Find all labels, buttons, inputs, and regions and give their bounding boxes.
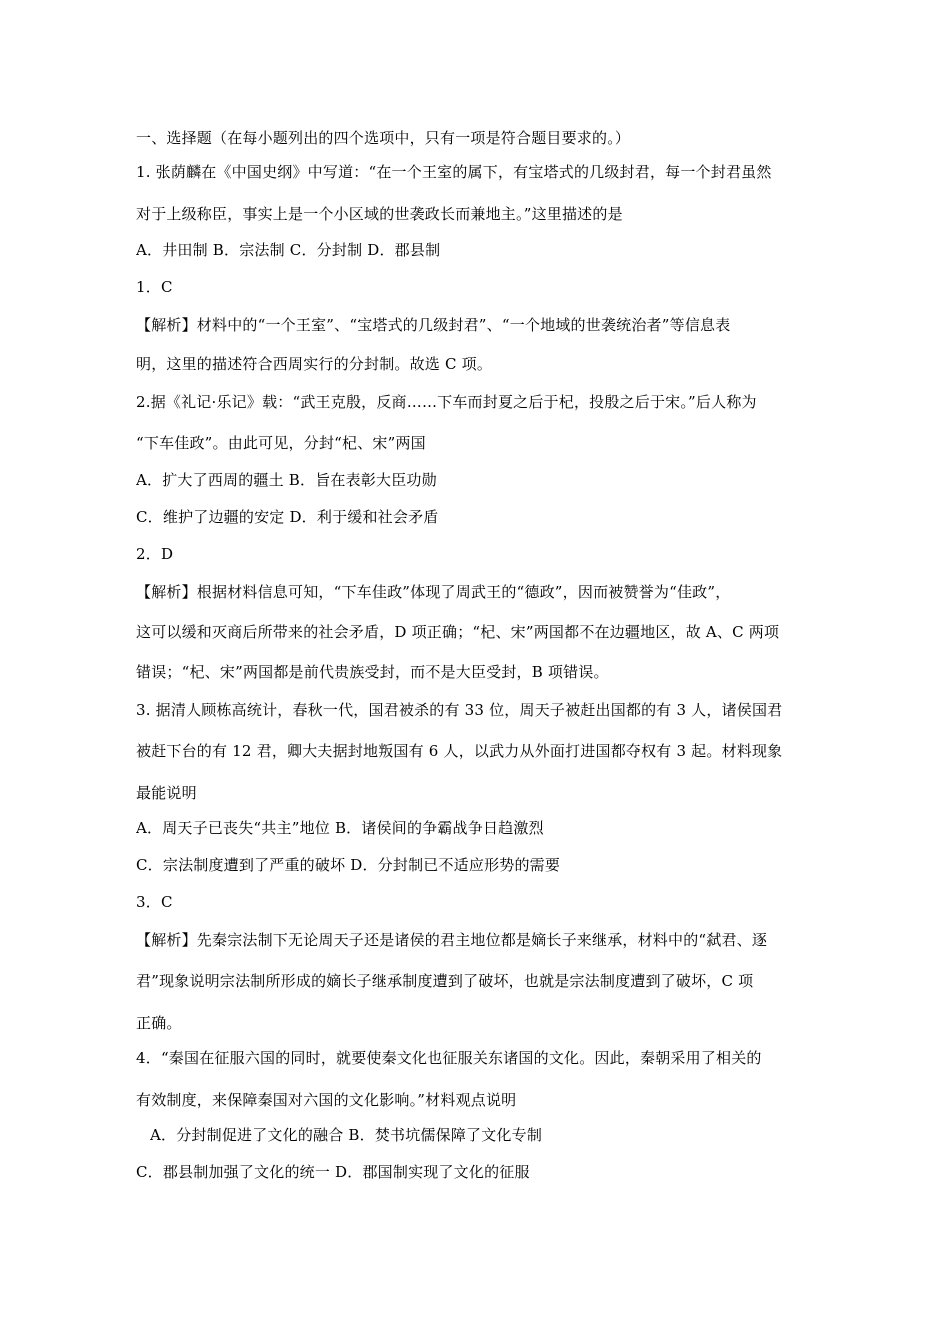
question-2-analysis-line-1: 【解析】根据材料信息可知，“下车佳政”体现了周武王的“德政”，因而被赞誉为“佳政”， <box>136 583 731 601</box>
question-2-stem-line-1: 2.据《礼记·乐记》载：“武王克殷，反商……下车而封夏之后于杞，投殷之后于宋。”后人称为 <box>136 393 757 411</box>
question-3-analysis-line-3: 正确。 <box>136 1014 182 1032</box>
question-4-stem-line-2: 有效制度，来保障秦国对六国的文化影响。”材料观点说明 <box>136 1091 517 1109</box>
question-4-stem-line-1: 4．“秦国在征服六国的同时，就要使秦文化也征服关东诸国的文化。因此，秦朝采用了相关的 <box>136 1049 762 1067</box>
question-1-stem-line-2: 对于上级称臣，事实上是一个小区域的世袭政长而兼地主。”这里描述的是 <box>136 205 623 223</box>
question-3-option-line-2: C．宗法制度遭到了严重的破坏 D．分封制已不适应形势的需要 <box>136 856 561 874</box>
question-4-option-line-1: A．分封制促进了文化的融合 B．焚书坑儒保障了文化专制 <box>150 1126 543 1144</box>
question-1-options: A．井田制 B．宗法制 C．分封制 D．郡县制 <box>136 241 441 259</box>
question-2-analysis-line-2: 这可以缓和灭商后所带来的社会矛盾，D 项正确；“杞、宋”两国都不在边疆地区，故 A、C 两项 <box>136 623 780 641</box>
question-2-option-line-2: C．维护了边疆的安定 D．利于缓和社会矛盾 <box>136 508 439 526</box>
question-3-stem-line-3: 最能说明 <box>136 784 197 802</box>
question-1-stem-line-1: 1. 张荫麟在《中国史纲》中写道：“在一个王室的属下，有宝塔式的几级封君，每一个封君虽然 <box>136 163 772 181</box>
question-4-option-line-2: C．郡县制加强了文化的统一 D．郡国制实现了文化的征服 <box>136 1163 530 1181</box>
question-2-answer: 2．D <box>136 545 174 563</box>
question-1-analysis-line-1: 【解析】材料中的“一个王室”、“宝塔式的几级封君”、“一个地域的世袭统治者”等信息表 <box>136 316 731 334</box>
question-3-option-line-1: A．周天子已丧失“共主”地位 B．诸侯间的争霸战争日趋激烈 <box>136 819 544 837</box>
section-heading: 一、选择题（在每小题列出的四个选项中，只有一项是符合题目要求的。） <box>136 129 631 147</box>
question-1-analysis-line-2: 明，这里的描述符合西周实行的分封制。故选 C 项。 <box>136 355 493 373</box>
question-3-analysis-line-1: 【解析】先秦宗法制下无论周天子还是诸侯的君主地位都是嫡长子来继承，材料中的“弑君、逐 <box>136 931 768 949</box>
question-2-option-line-1: A．扩大了西周的疆土 B．旨在表彰大臣功勋 <box>136 471 437 489</box>
question-1-answer: 1．C <box>136 278 173 296</box>
question-3-stem-line-1: 3. 据清人顾栋高统计，春秋一代，国君被杀的有 33 位，周天子被赶出国都的有 3 人，诸侯国君 <box>136 701 783 719</box>
question-2-stem-line-2: “下车佳政”。由此可见，分封“杞、宋”两国 <box>136 434 426 452</box>
question-3-answer: 3．C <box>136 893 173 911</box>
question-2-analysis-line-3: 错误；“杞、宋”两国都是前代贵族受封，而不是大臣受封，B 项错误。 <box>136 663 609 681</box>
question-3-stem-line-2: 被赶下台的有 12 君，卿大夫据封地叛国有 6 人，以武力从外面打进国都夺权有 3 起。材料现象 <box>136 742 783 760</box>
question-3-analysis-line-2: 君”现象说明宗法制所形成的嫡长子继承制度遭到了破坏，也就是宗法制度遭到了破坏，C 项 <box>136 972 754 990</box>
